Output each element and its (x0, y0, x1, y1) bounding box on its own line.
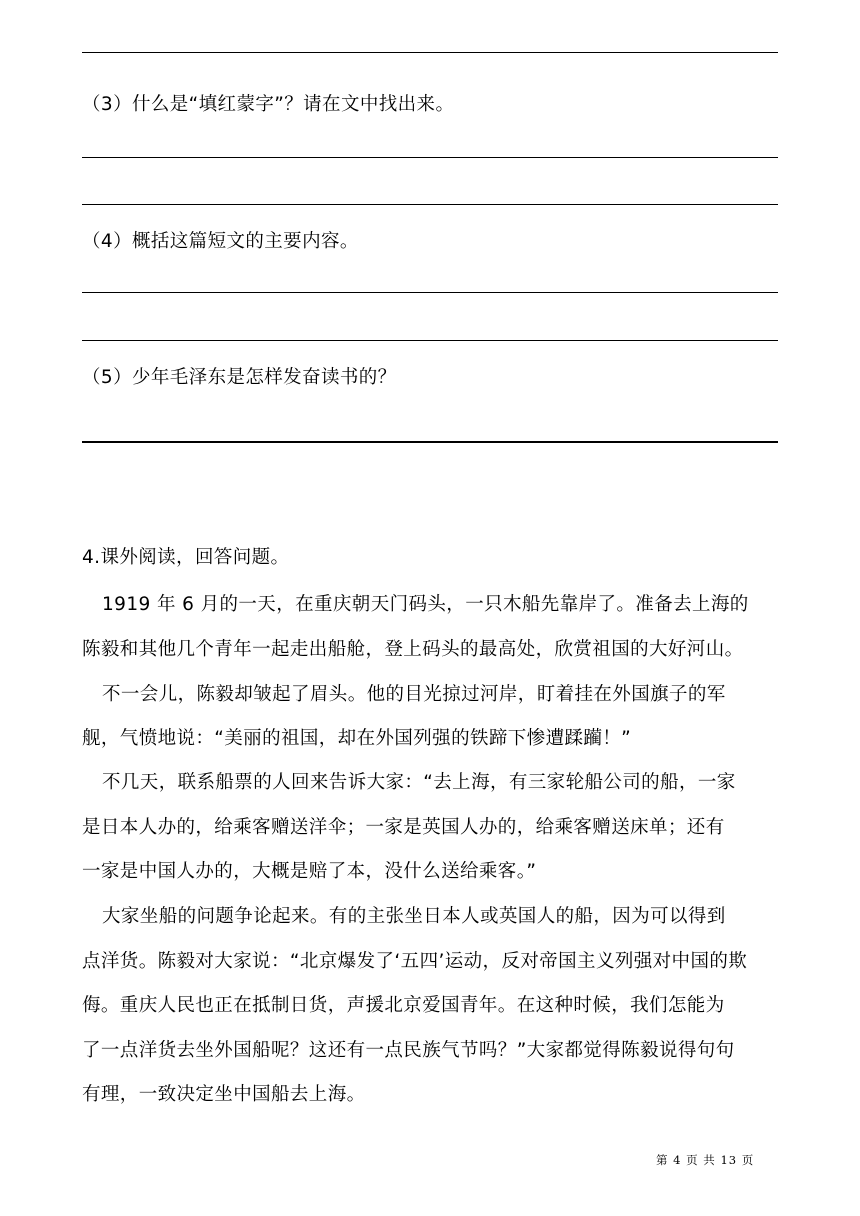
question-3: （3）什么是“填红蒙字”？请在文中找出来。 (82, 94, 455, 115)
passage-line: 是日本人办的，给乘客赠送洋伞；一家是英国人办的，给乘客赠送床单；还有 (82, 817, 725, 838)
answer-line (82, 292, 778, 293)
answer-line (82, 204, 778, 205)
passage-line: 了一点洋货去坐外国船呢？这还有一点民族气节吗？”大家都觉得陈毅说得句句 (82, 1040, 735, 1061)
answer-line (82, 441, 778, 443)
passage-line: 不几天，联系船票的人回来告诉大家：“去上海，有三家轮船公司的船，一家 (102, 772, 736, 793)
answer-line (82, 157, 778, 158)
passage-line: 一家是中国人办的，大概是赔了本，没什么送给乘客。” (82, 861, 537, 882)
page-number: 第 4 页 共 13 页 (656, 1153, 755, 1167)
passage-line: 侮。重庆人民也正在抵制日货，声援北京爱国青年。在这种时候，我们怎能为 (82, 995, 725, 1016)
question-4: （4）概括这篇短文的主要内容。 (82, 231, 359, 252)
answer-line (82, 340, 778, 341)
section-heading: 4.课外阅读，回答问题。 (82, 547, 290, 568)
passage-line: 点洋货。陈毅对大家说：“北京爆发了‘五四’运动，反对帝国主义列强对中国的欺 (82, 951, 748, 972)
passage-line: 有理，一致决定坐中国船去上海。 (82, 1084, 366, 1105)
answer-line (82, 52, 778, 53)
passage-line: 不一会儿，陈毅却皱起了眉头。他的目光掠过河岸，盯着挂在外国旗子的军 (102, 684, 726, 705)
passage-line: 陈毅和其他几个青年一起走出船舱，登上码头的最高处，欣赏祖国的大好河山。 (82, 639, 744, 660)
passage-line: 1919 年 6 月的一天，在重庆朝天门码头，一只木船先靠岸了。准备去上海的 (102, 594, 749, 615)
passage-line: 舰，气愤地说：“美丽的祖国，却在外国列强的铁蹄下惨遭蹂躏！” (82, 728, 632, 749)
passage-line: 大家坐船的问题争论起来。有的主张坐日本人或英国人的船，因为可以得到 (102, 906, 726, 927)
question-5: （5）少年毛泽东是怎样发奋读书的？ (82, 367, 397, 388)
